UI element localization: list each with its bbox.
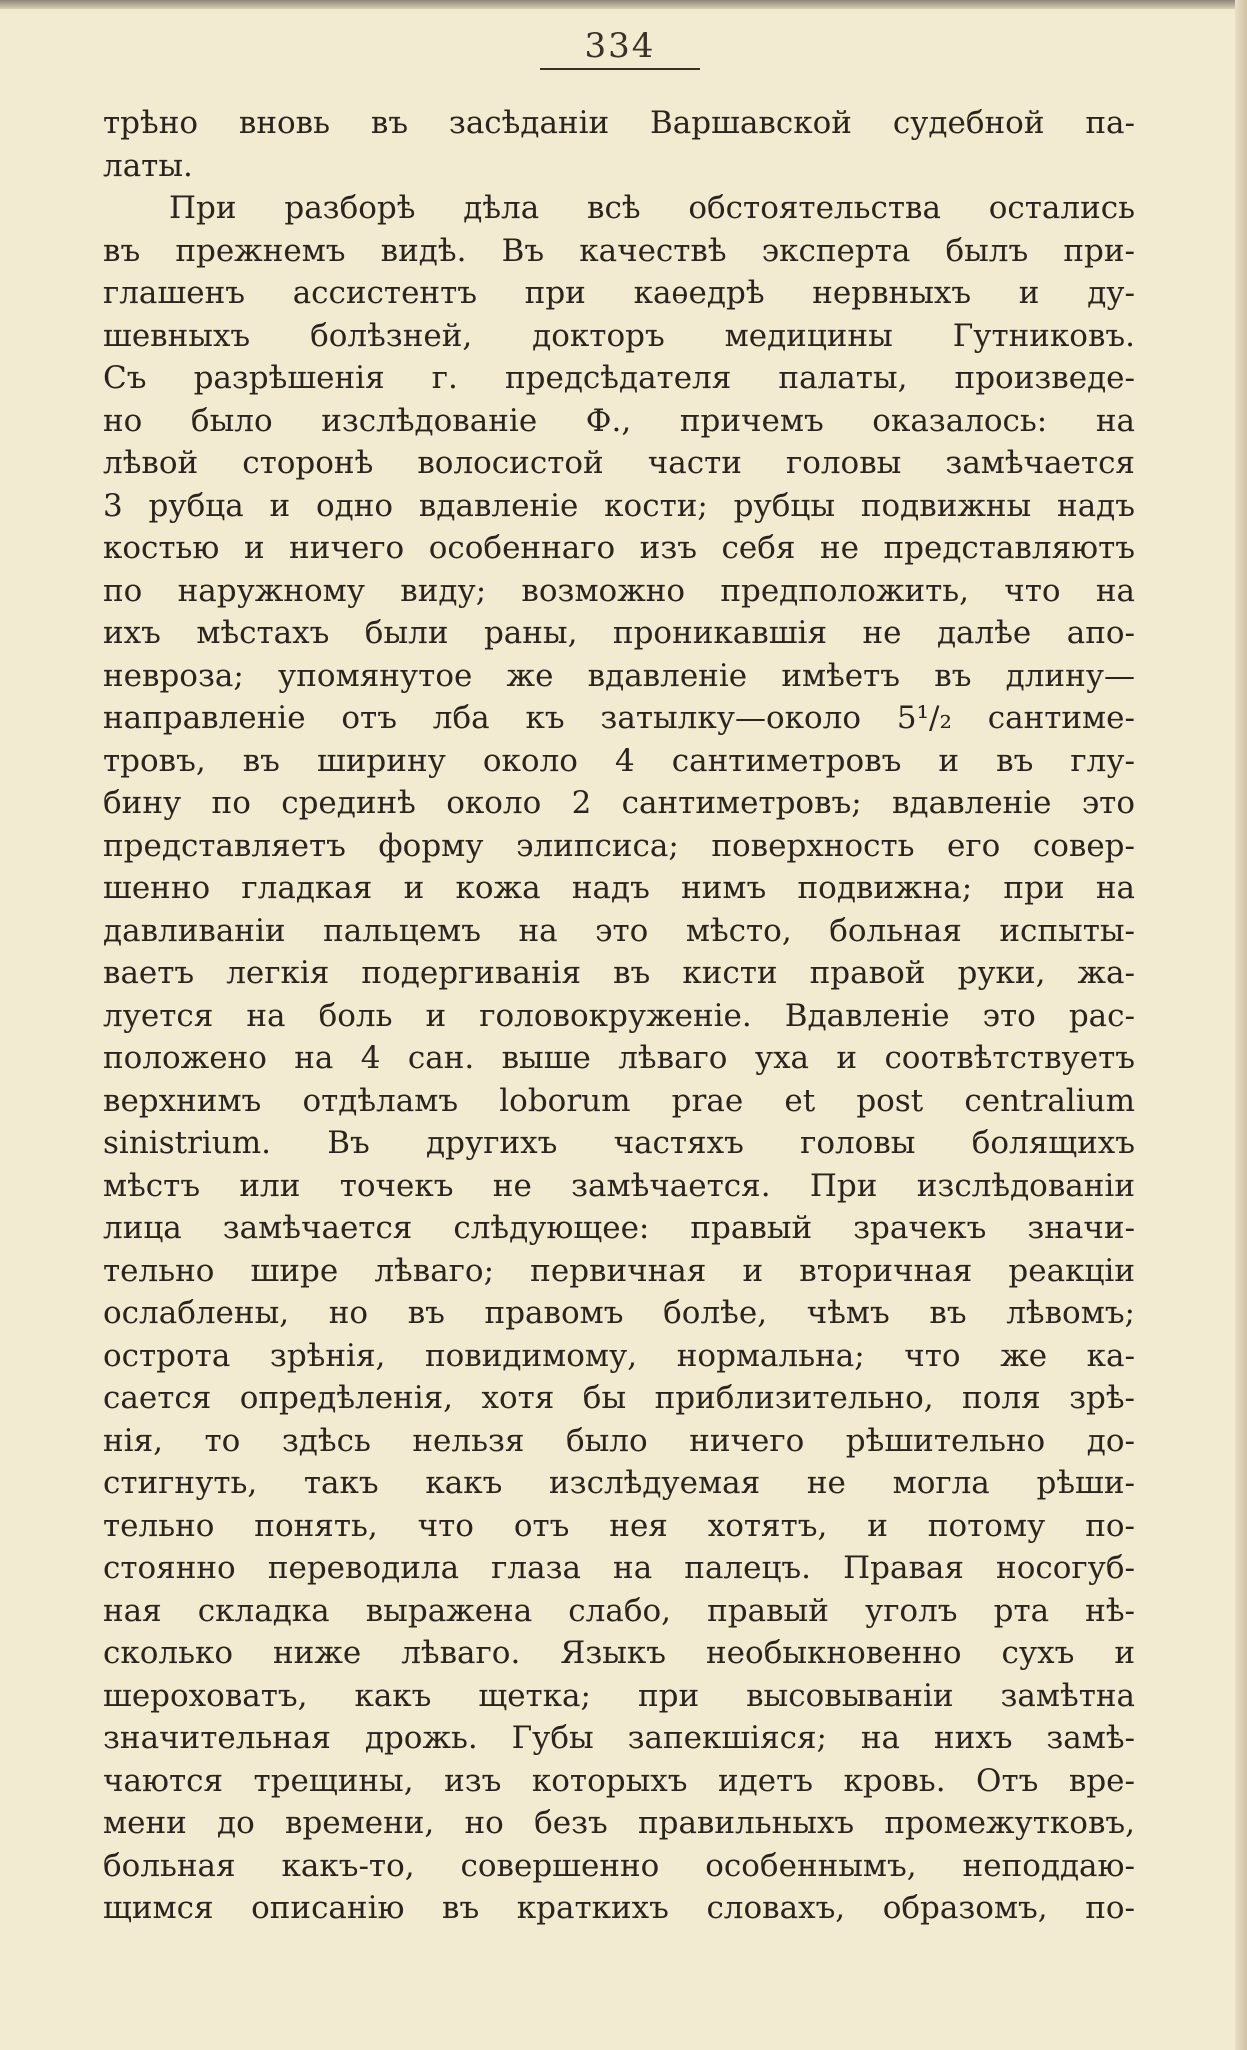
text-line: но было изслѣдованіе Ф., причемъ оказалось: на	[103, 402, 1135, 439]
text-line: сается опредѣленія, хотя бы приблизительно, поля зрѣ-	[103, 1380, 1135, 1416]
text-line: верхнимъ отдѣламъ loborum prae et post centralium	[103, 1082, 1135, 1119]
text-line: невроза; упомянутое же вдавленіе имѣетъ въ длину—	[103, 657, 1135, 694]
text-line: значительная дрожь. Губы запекшіяся; на нихъ замѣ-	[103, 1720, 1135, 1756]
text-line: лѣвой сторонѣ волосистой части головы замѣчается	[103, 445, 1135, 481]
text-line: чаются трещины, изъ которыхъ идетъ кровь. Отъ вре-	[103, 1762, 1135, 1799]
text-line: въ прежнемъ видѣ. Въ качествѣ эксперта былъ при-	[103, 232, 1135, 269]
page-top-edge	[0, 0, 1247, 9]
text-line: по наружному виду; возможно предположить, что на	[103, 572, 1135, 609]
text-line: луется на боль и головокруженіе. Вдавленіе это рас-	[103, 997, 1135, 1034]
text-line: представляетъ форму элипсиса; поверхность его совер-	[103, 827, 1135, 864]
text-line: тельно понять, что отъ нея хотятъ, и потому по-	[103, 1507, 1135, 1544]
text-line: При разборѣ дѣла всѣ обстоятельства остались	[169, 190, 1135, 226]
text-line: стигнуть, такъ какъ изслѣдуемая не могла рѣши-	[103, 1465, 1135, 1501]
page-right-edge	[1235, 0, 1247, 2050]
text-line: положено на 4 сан. выше лѣваго уха и соотвѣтствуетъ	[103, 1040, 1135, 1076]
text-line: глашенъ ассистентъ при каѳедрѣ нервныхъ и ду-	[103, 275, 1135, 311]
text-line: латы.	[103, 147, 193, 184]
text-line: шенно гладкая и кожа надъ нимъ подвижна; при на	[103, 870, 1135, 906]
text-line: лица замѣчается слѣдующее: правый зрачекъ значи-	[103, 1210, 1135, 1246]
text-line: бину по срединѣ около 2 сантиметровъ; вдавленіе это	[103, 785, 1135, 821]
text-line: тельно шире лѣваго; первичная и вторичная реакціи	[103, 1252, 1135, 1289]
text-line: больная какъ-то, совершенно особеннымъ, неподдаю-	[103, 1847, 1135, 1884]
text-line: мени до времени, но безъ правильныхъ промежутковъ,	[103, 1805, 1135, 1841]
text-line: шероховатъ, какъ щетка; при высовываніи замѣтна	[103, 1677, 1135, 1714]
page-number: 334	[584, 26, 656, 66]
text-line: нія, то здѣсь нельзя было ничего рѣшительно до-	[103, 1422, 1135, 1459]
text-line: шевныхъ болѣзней, докторъ медицины Гутниковъ.	[103, 317, 1135, 354]
text-line: щимся описанію въ краткихъ словахъ, образомъ, по-	[103, 1890, 1135, 1926]
text-line: трѣно вновь въ засѣданіи Варшавской судебной па-	[103, 105, 1135, 141]
text-line: ихъ мѣстахъ были раны, проникавшія не далѣе апо-	[103, 615, 1135, 651]
text-line: ослаблены, но въ правомъ болѣе, чѣмъ въ лѣвомъ;	[103, 1295, 1135, 1331]
text-line: костью и ничего особеннаго изъ себя не представляютъ	[103, 530, 1135, 566]
text-line: острота зрѣнія, повидимому, нормальна; что же ка-	[103, 1337, 1135, 1374]
text-line: сколько ниже лѣваго. Языкъ необыкновенно сухъ и	[103, 1635, 1135, 1671]
text-line: давливаніи пальцемъ на это мѣсто, больная испыты-	[103, 912, 1135, 949]
text-line: стоянно переводила глаза на палецъ. Правая носогуб-	[103, 1550, 1135, 1586]
text-line: 3 рубца и одно вдавленіе кости; рубцы подвижны надъ	[103, 487, 1135, 524]
text-line: ваетъ легкія подергиванія въ кисти правой руки, жа-	[103, 955, 1135, 991]
text-line: Съ разрѣшенія г. предсѣдателя палаты, произведе-	[103, 360, 1135, 396]
text-line: направленіе отъ лба къ затылку—около 5¹/₂ сантиме-	[103, 700, 1135, 736]
text-line: ная складка выражена слабо, правый уголъ рта нѣ-	[103, 1592, 1135, 1629]
text-line: sinistrium. Въ другихъ частяхъ головы болящихъ	[103, 1125, 1135, 1161]
text-line: тровъ, въ ширину около 4 сантиметровъ и въ глу-	[103, 742, 1135, 779]
page-number-rule	[540, 68, 700, 70]
text-line: мѣстъ или точекъ не замѣчается. При изслѣдованіи	[103, 1167, 1135, 1204]
body-text	[103, 102, 1135, 1930]
